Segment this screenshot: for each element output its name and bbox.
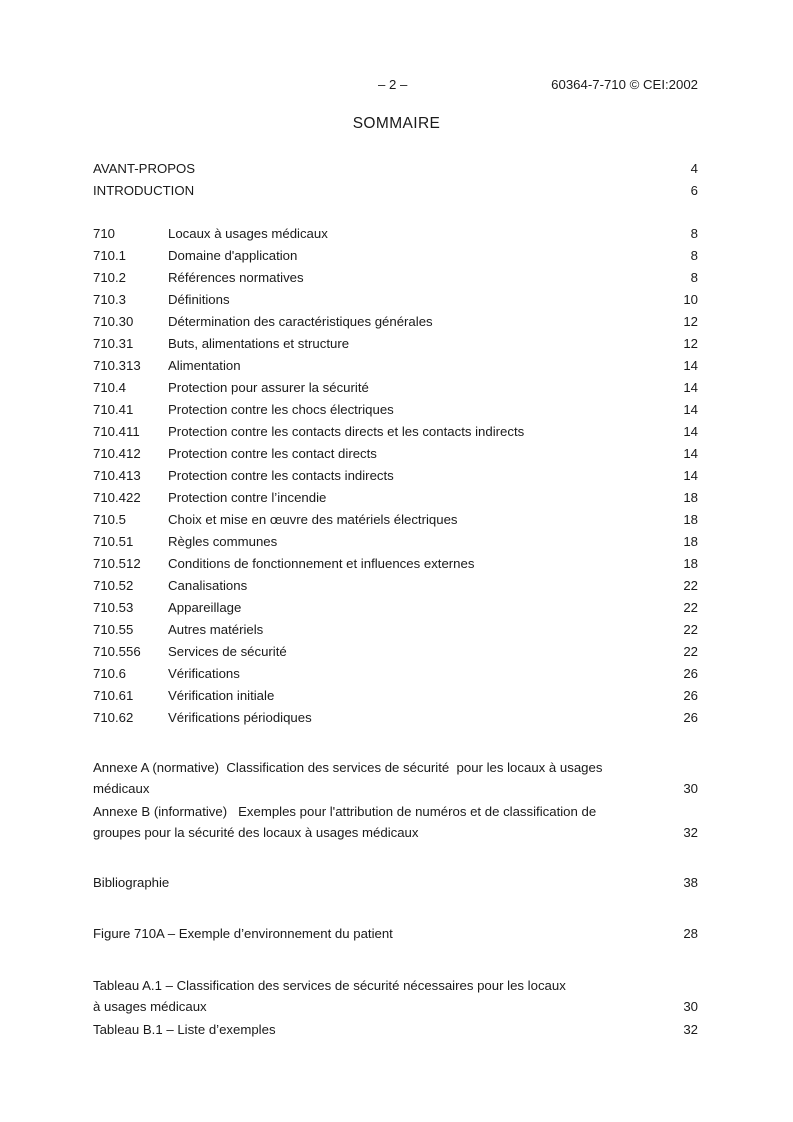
toc-row-clause[interactable] (93, 465, 698, 487)
clause-label: Vérifications (168, 666, 240, 681)
dot-leader (331, 225, 681, 238)
annexe-title-line1: Annexe B (informative) Exemples pour l'attribution de numéros et de classification de (93, 804, 597, 819)
toc-entry-bibliographie[interactable] (93, 872, 698, 894)
dot-leader (307, 269, 681, 282)
annexe-page: 30 (683, 781, 698, 796)
clause-label: Protection contre les contacts indirects (168, 468, 394, 483)
clause-label: Vérifications périodiques (168, 710, 312, 725)
clause-label: Autres matériels (168, 622, 264, 637)
toc-row-clause[interactable] (93, 377, 698, 399)
clause-number: 710.51 (93, 534, 134, 549)
clause-number: 710.411 (93, 424, 140, 439)
dot-leader (244, 357, 681, 370)
dot-leader (280, 533, 681, 546)
toc-entry-label: INTRODUCTION (93, 183, 195, 198)
clause-number: 710.422 (93, 490, 141, 505)
clause-page: 26 (683, 710, 698, 725)
dot-leader (172, 874, 681, 887)
dot-leader (527, 423, 681, 436)
clause-label: Buts, alimentations et structure (168, 336, 350, 351)
clause-page: 26 (683, 688, 698, 703)
toc-group-front-matter (93, 158, 698, 202)
toc-entry-figure-710a[interactable] (93, 923, 698, 945)
standard-reference: 60364-7-710 © CEI:2002 (551, 77, 698, 92)
dot-leader (197, 182, 681, 195)
bibliography-label: Bibliographie (93, 875, 170, 890)
annexe-page: 32 (683, 825, 698, 840)
page-folio: – 2 – (378, 77, 408, 92)
clause-page: 26 (683, 666, 698, 681)
dot-leader (396, 925, 681, 938)
toc-entry-tableau-b1[interactable] (93, 1019, 698, 1040)
clause-number: 710.3 (93, 292, 127, 307)
clause-page: 18 (683, 534, 698, 549)
clause-number: 710.6 (93, 666, 127, 681)
clause-number: 710.5 (93, 512, 127, 527)
clause-number: 710.55 (93, 622, 134, 637)
toc-row-clause[interactable] (93, 619, 698, 641)
clause-number: 710.1 (93, 248, 127, 263)
dot-leader (198, 160, 681, 173)
annexe-title-line2: groupes pour la sécurité des locaux à usages médicaux (93, 825, 419, 840)
bibliography-page: 38 (683, 875, 698, 890)
toc-row-clause[interactable] (93, 355, 698, 377)
toc-group-bibliography (93, 872, 698, 894)
toc-row-clause[interactable] (93, 421, 698, 443)
dot-leader (372, 379, 681, 392)
clause-number: 710.61 (93, 688, 134, 703)
clause-label: Détermination des caractéristiques générales (168, 314, 433, 329)
clause-label: Services de sécurité (168, 644, 287, 659)
dot-leader (436, 313, 681, 326)
dot-leader (380, 445, 681, 458)
toc-row-clause[interactable] (93, 597, 698, 619)
toc-group-tables (93, 975, 698, 1040)
running-header (93, 76, 698, 94)
clause-label: Alimentation (168, 358, 241, 373)
toc-entry-page: 6 (690, 183, 698, 198)
clause-number: 710.52 (93, 578, 134, 593)
clause-number: 710.4 (93, 380, 127, 395)
tableau-page: 30 (683, 999, 698, 1014)
dot-leader (477, 555, 681, 568)
clause-number: 710.2 (93, 270, 127, 285)
clause-page: 14 (683, 358, 698, 373)
dot-leader (300, 247, 681, 260)
clause-number: 710.413 (93, 468, 141, 483)
toc-row-clause[interactable] (93, 311, 698, 333)
clause-page: 22 (683, 644, 698, 659)
clause-number: 710.31 (93, 336, 134, 351)
toc-entry-introduction[interactable] (93, 180, 698, 202)
dot-leader (421, 824, 681, 837)
clause-page: 8 (690, 270, 698, 285)
toc-row-clause[interactable] (93, 289, 698, 311)
clause-label: Conditions de fonctionnement et influences externes (168, 556, 475, 571)
clause-number: 710.512 (93, 556, 141, 571)
clause-label: Protection contre les contact directs (168, 446, 377, 461)
clause-label: Protection pour assurer la sécurité (168, 380, 369, 395)
table-of-contents (93, 158, 698, 1040)
tableau-title-line2: à usages médicaux (93, 999, 207, 1014)
clause-label: Définitions (168, 292, 230, 307)
dot-leader (397, 401, 681, 414)
clause-label: Appareillage (168, 600, 242, 615)
dot-leader (233, 291, 681, 304)
toc-row-clause[interactable] (93, 575, 698, 597)
toc-row-clause[interactable] (93, 707, 698, 729)
figure-label: Figure 710A – Exemple d’environnement du patient (93, 926, 393, 941)
clause-label: Choix et mise en œuvre des matériels électriques (168, 512, 458, 527)
clause-page: 18 (683, 556, 698, 571)
clause-label: Canalisations (168, 578, 248, 593)
dot-leader (244, 599, 681, 612)
clause-number: 710 (93, 226, 116, 241)
clause-page: 10 (683, 292, 698, 307)
clause-page: 22 (683, 578, 698, 593)
clause-number: 710.53 (93, 600, 134, 615)
clause-page: 14 (683, 468, 698, 483)
clause-label: Vérification initiale (168, 688, 275, 703)
annexe-title-line1: Annexe A (normative) Classification des services de sécurité pour les locaux à usages (93, 760, 603, 775)
toc-entry-avant-propos[interactable] (93, 158, 698, 180)
dot-leader (277, 687, 681, 700)
clause-number: 710.41 (93, 402, 134, 417)
clause-page: 8 (690, 226, 698, 241)
annexe-title-line2: médicaux (93, 781, 150, 796)
dot-leader (210, 998, 681, 1011)
clause-number: 710.412 (93, 446, 141, 461)
clause-label: Références normatives (168, 270, 304, 285)
dot-leader (352, 335, 681, 348)
toc-row-clause[interactable] (93, 531, 698, 553)
clause-label: Protection contre les chocs électriques (168, 402, 394, 417)
toc-entry-page: 4 (690, 161, 698, 176)
clause-page: 14 (683, 402, 698, 417)
toc-entry-label: AVANT-PROPOS (93, 161, 196, 176)
clause-page: 14 (683, 424, 698, 439)
clause-label: Protection contre l’incendie (168, 490, 327, 505)
toc-row-clause[interactable] (93, 223, 698, 245)
clause-page: 12 (683, 336, 698, 351)
toc-row-clause[interactable] (93, 685, 698, 707)
dot-leader (266, 621, 681, 634)
dot-leader (329, 489, 681, 502)
tableau-title-line2: Tableau B.1 – Liste d’exemples (93, 1022, 276, 1037)
toc-row-clause[interactable] (93, 663, 698, 685)
page-title: SOMMAIRE (352, 115, 441, 132)
toc-entry-tableau-a1[interactable] (93, 975, 698, 1017)
clause-page: 14 (683, 446, 698, 461)
figure-page: 28 (683, 926, 698, 941)
toc-row-clause[interactable] (93, 509, 698, 531)
clause-label: Locaux à usages médicaux (168, 226, 328, 241)
clause-number: 710.556 (93, 644, 141, 659)
toc-group-figures (93, 923, 698, 945)
clause-label: Règles communes (168, 534, 278, 549)
clause-page: 12 (683, 314, 698, 329)
toc-row-clause[interactable] (93, 553, 698, 575)
toc-row-clause[interactable] (93, 487, 698, 509)
toc-entry-annexe-b[interactable] (93, 801, 698, 843)
toc-row-clause[interactable] (93, 443, 698, 465)
clause-page: 22 (683, 600, 698, 615)
toc-row-clause[interactable] (93, 267, 698, 289)
dot-leader (243, 665, 681, 678)
dot-leader (152, 780, 681, 793)
clause-page: 18 (683, 490, 698, 505)
toc-row-clause[interactable] (93, 399, 698, 421)
toc-row-clause[interactable] (93, 333, 698, 355)
dot-leader (279, 1021, 681, 1034)
toc-group-annexes (93, 757, 698, 843)
clause-number: 710.62 (93, 710, 134, 725)
clause-page: 14 (683, 380, 698, 395)
clause-page: 8 (690, 248, 698, 263)
toc-row-clause[interactable] (93, 641, 698, 663)
clause-label: Domaine d'application (168, 248, 298, 263)
dot-leader (397, 467, 681, 480)
dot-leader (290, 643, 681, 656)
dot-leader (315, 709, 681, 722)
toc-entry-annexe-a[interactable] (93, 757, 698, 799)
clause-page: 18 (683, 512, 698, 527)
dot-leader (461, 511, 681, 524)
clause-number: 710.313 (93, 358, 141, 373)
toc-row-clause[interactable] (93, 245, 698, 267)
tableau-title-line1: Tableau A.1 – Classification des services de sécurité nécessaires pour les locaux (93, 978, 566, 993)
clause-number: 710.30 (93, 314, 134, 329)
clause-page: 22 (683, 622, 698, 637)
tableau-page: 32 (683, 1022, 698, 1037)
dot-leader (250, 577, 681, 590)
toc-group-clauses (93, 223, 698, 729)
clause-label: Protection contre les contacts directs et les contacts indirects (168, 424, 525, 439)
